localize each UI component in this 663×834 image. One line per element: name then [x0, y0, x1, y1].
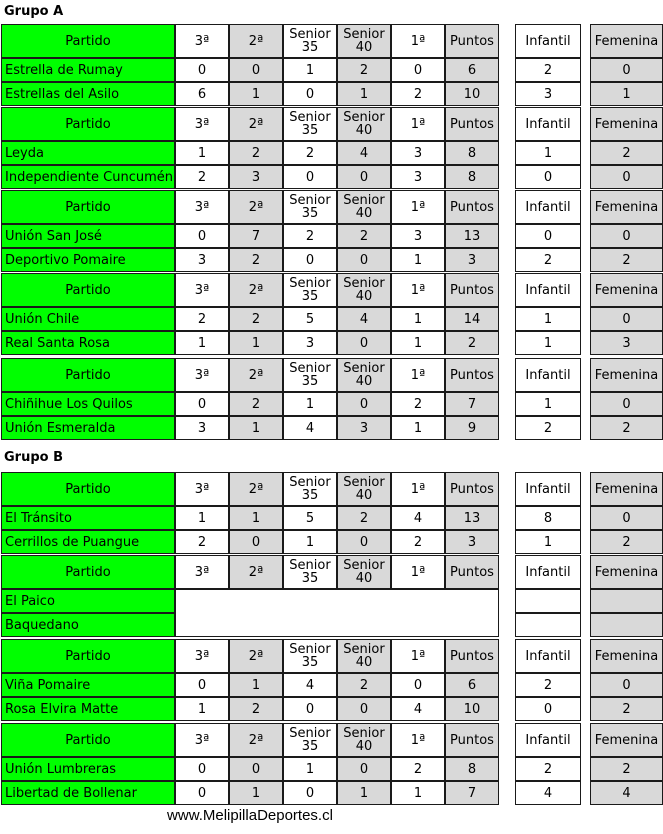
team-name: Unión Lumbreras: [1, 757, 175, 781]
header-tercera: 3ª: [175, 24, 229, 58]
team-name: Viña Pomaire: [1, 673, 175, 697]
header-primera: 1ª: [391, 358, 445, 392]
score-cell: 0: [337, 165, 391, 189]
score-cell: 2: [337, 58, 391, 82]
score-cell: 0: [175, 392, 229, 416]
header-infantil: Infantil: [515, 107, 581, 141]
score-cell: 2: [175, 165, 229, 189]
score-cell: 2: [337, 506, 391, 530]
infantil-cell: 2: [515, 58, 581, 82]
header-senior-40: Senior 40: [337, 555, 391, 589]
score-cell: 1: [391, 416, 445, 440]
score-cell: 3: [391, 224, 445, 248]
score-cell: 0: [337, 697, 391, 721]
score-cell: 2: [337, 224, 391, 248]
score-cell: 2: [283, 224, 337, 248]
score-cell: 1: [229, 331, 283, 355]
score-cell: 0: [391, 58, 445, 82]
score-cell: 8: [445, 165, 499, 189]
header-partido: Partido: [1, 358, 175, 392]
header-partido: Partido: [1, 190, 175, 224]
femenina-cell: 2: [590, 530, 663, 554]
header-senior-35: Senior 35: [283, 273, 337, 307]
header-femenina: Femenina: [590, 190, 663, 224]
femenina-cell: 0: [590, 58, 663, 82]
score-cell: 10: [445, 697, 499, 721]
femenina-cell: 2: [590, 416, 663, 440]
header-primera: 1ª: [391, 472, 445, 506]
femenina-cell: 3: [590, 331, 663, 355]
score-cell: 0: [175, 781, 229, 805]
header-senior-40: Senior 40: [337, 273, 391, 307]
femenina-cell: 4: [590, 781, 663, 805]
header-partido: Partido: [1, 472, 175, 506]
header-senior-40: Senior 40: [337, 358, 391, 392]
score-cell: 1: [283, 392, 337, 416]
infantil-cell: 0: [515, 697, 581, 721]
score-cell: 4: [391, 506, 445, 530]
femenina-cell: 2: [590, 248, 663, 272]
score-cell: 0: [283, 248, 337, 272]
score-cell: 7: [445, 781, 499, 805]
score-cell: 4: [391, 697, 445, 721]
score-cell: 2: [391, 392, 445, 416]
team-name: Unión Chile: [1, 307, 175, 331]
header-puntos: Puntos: [445, 639, 499, 673]
header-puntos: Puntos: [445, 555, 499, 589]
team-name: Unión San José: [1, 224, 175, 248]
header-partido: Partido: [1, 107, 175, 141]
femenina-cell: 2: [590, 141, 663, 165]
header-senior-40: Senior 40: [337, 472, 391, 506]
score-cell: 2: [229, 697, 283, 721]
score-cell: 7: [445, 392, 499, 416]
header-puntos: Puntos: [445, 472, 499, 506]
header-puntos: Puntos: [445, 723, 499, 757]
header-senior-40: Senior 40: [337, 723, 391, 757]
femenina-cell: 0: [590, 506, 663, 530]
header-femenina: Femenina: [590, 24, 663, 58]
score-cell: 4: [283, 416, 337, 440]
team-name: Estrella de Rumay: [1, 58, 175, 82]
score-cell: 0: [337, 248, 391, 272]
score-cell: 2: [391, 757, 445, 781]
header-partido: Partido: [1, 723, 175, 757]
score-cell: 0: [283, 165, 337, 189]
team-name: Estrellas del Asilo: [1, 82, 175, 106]
score-cell: 2: [445, 331, 499, 355]
score-cell: 0: [391, 673, 445, 697]
femenina-cell: [590, 589, 663, 613]
header-infantil: Infantil: [515, 555, 581, 589]
femenina-cell: 0: [590, 224, 663, 248]
infantil-cell: 8: [515, 506, 581, 530]
score-cell: 3: [391, 165, 445, 189]
score-cell: 1: [391, 331, 445, 355]
header-segunda: 2ª: [229, 107, 283, 141]
infantil-cell: 0: [515, 224, 581, 248]
header-tercera: 3ª: [175, 273, 229, 307]
header-tercera: 3ª: [175, 190, 229, 224]
score-cell: 4: [337, 141, 391, 165]
score-cell: 2: [229, 392, 283, 416]
header-senior-40: Senior 40: [337, 24, 391, 58]
score-cell: 1: [229, 781, 283, 805]
score-cell: 1: [337, 781, 391, 805]
score-cell: 1: [229, 416, 283, 440]
femenina-cell: 0: [590, 165, 663, 189]
femenina-cell: 0: [590, 392, 663, 416]
header-segunda: 2ª: [229, 472, 283, 506]
header-femenina: Femenina: [590, 358, 663, 392]
team-name: Independiente Cuncumén: [1, 165, 175, 189]
team-name: Unión Esmeralda: [1, 416, 175, 440]
score-cell: 3: [445, 248, 499, 272]
team-name: El Tránsito: [1, 506, 175, 530]
score-cell: 8: [445, 141, 499, 165]
group-title: Grupo B: [4, 450, 64, 465]
footer-website[interactable]: www.MelipillaDeportes.cl: [167, 807, 333, 824]
femenina-cell: 1: [590, 82, 663, 106]
infantil-cell: 0: [515, 165, 581, 189]
infantil-cell: 1: [515, 307, 581, 331]
score-cell: 6: [445, 673, 499, 697]
infantil-cell: 4: [515, 781, 581, 805]
score-cell: 2: [337, 673, 391, 697]
score-cell: 1: [175, 331, 229, 355]
header-infantil: Infantil: [515, 190, 581, 224]
header-infantil: Infantil: [515, 358, 581, 392]
header-infantil: Infantil: [515, 273, 581, 307]
team-name: Chiñihue Los Quilos: [1, 392, 175, 416]
header-segunda: 2ª: [229, 358, 283, 392]
header-tercera: 3ª: [175, 555, 229, 589]
header-partido: Partido: [1, 555, 175, 589]
score-cell: 3: [391, 141, 445, 165]
header-segunda: 2ª: [229, 555, 283, 589]
infantil-cell: 2: [515, 757, 581, 781]
score-cell: 5: [283, 506, 337, 530]
score-cell: 3: [229, 165, 283, 189]
score-cell: 2: [229, 141, 283, 165]
score-cell: 8: [445, 757, 499, 781]
score-cell: 0: [229, 58, 283, 82]
header-senior-40: Senior 40: [337, 107, 391, 141]
infantil-cell: 1: [515, 331, 581, 355]
femenina-cell: 0: [590, 673, 663, 697]
header-tercera: 3ª: [175, 472, 229, 506]
score-cell: 0: [229, 530, 283, 554]
header-tercera: 3ª: [175, 107, 229, 141]
team-name: Rosa Elvira Matte: [1, 697, 175, 721]
score-cell: 2: [229, 307, 283, 331]
score-cell: 1: [229, 82, 283, 106]
header-puntos: Puntos: [445, 190, 499, 224]
header-partido: Partido: [1, 273, 175, 307]
header-primera: 1ª: [391, 190, 445, 224]
score-cell: 4: [283, 673, 337, 697]
header-puntos: Puntos: [445, 107, 499, 141]
team-name: Real Santa Rosa: [1, 331, 175, 355]
header-femenina: Femenina: [590, 555, 663, 589]
header-segunda: 2ª: [229, 723, 283, 757]
score-cell: 2: [391, 82, 445, 106]
header-senior-35: Senior 35: [283, 190, 337, 224]
header-infantil: Infantil: [515, 639, 581, 673]
header-primera: 1ª: [391, 555, 445, 589]
header-senior-40: Senior 40: [337, 639, 391, 673]
score-cell: 3: [445, 530, 499, 554]
score-cell: 9: [445, 416, 499, 440]
score-cell: 1: [391, 781, 445, 805]
header-senior-35: Senior 35: [283, 723, 337, 757]
score-cell: 3: [337, 416, 391, 440]
team-name: Baquedano: [1, 613, 175, 637]
header-senior-35: Senior 35: [283, 555, 337, 589]
femenina-cell: 2: [590, 697, 663, 721]
header-infantil: Infantil: [515, 723, 581, 757]
score-cell: 4: [337, 307, 391, 331]
score-cell: 0: [283, 781, 337, 805]
team-name: El Paico: [1, 589, 175, 613]
score-cell: 1: [283, 58, 337, 82]
score-cell: 3: [283, 331, 337, 355]
team-name: Deportivo Pomaire: [1, 248, 175, 272]
header-segunda: 2ª: [229, 24, 283, 58]
header-femenina: Femenina: [590, 273, 663, 307]
header-femenina: Femenina: [590, 723, 663, 757]
score-cell: 3: [175, 248, 229, 272]
team-name: Cerrillos de Puangue: [1, 530, 175, 554]
header-primera: 1ª: [391, 24, 445, 58]
header-senior-35: Senior 35: [283, 107, 337, 141]
score-cell: 0: [283, 82, 337, 106]
header-primera: 1ª: [391, 723, 445, 757]
header-senior-35: Senior 35: [283, 358, 337, 392]
header-infantil: Infantil: [515, 472, 581, 506]
header-senior-35: Senior 35: [283, 24, 337, 58]
score-cell: 1: [391, 307, 445, 331]
score-cell: 1: [283, 757, 337, 781]
header-senior-40: Senior 40: [337, 190, 391, 224]
empty-score-area: [175, 589, 499, 637]
score-cell: 1: [229, 673, 283, 697]
header-segunda: 2ª: [229, 273, 283, 307]
header-senior-35: Senior 35: [283, 639, 337, 673]
header-tercera: 3ª: [175, 723, 229, 757]
score-cell: 0: [337, 757, 391, 781]
header-segunda: 2ª: [229, 190, 283, 224]
infantil-cell: 2: [515, 248, 581, 272]
header-tercera: 3ª: [175, 358, 229, 392]
score-cell: 0: [175, 673, 229, 697]
score-cell: 13: [445, 224, 499, 248]
femenina-cell: 0: [590, 307, 663, 331]
header-primera: 1ª: [391, 107, 445, 141]
score-cell: 10: [445, 82, 499, 106]
score-cell: 2: [391, 530, 445, 554]
score-cell: 7: [229, 224, 283, 248]
femenina-cell: 2: [590, 757, 663, 781]
header-femenina: Femenina: [590, 472, 663, 506]
infantil-cell: 2: [515, 673, 581, 697]
score-cell: 6: [175, 82, 229, 106]
score-cell: 1: [175, 697, 229, 721]
score-cell: 6: [445, 58, 499, 82]
header-puntos: Puntos: [445, 358, 499, 392]
score-cell: 1: [229, 506, 283, 530]
team-name: Leyda: [1, 141, 175, 165]
score-cell: 2: [175, 530, 229, 554]
team-name: Libertad de Bollenar: [1, 781, 175, 805]
infantil-cell: 3: [515, 82, 581, 106]
score-cell: 1: [283, 530, 337, 554]
header-femenina: Femenina: [590, 639, 663, 673]
infantil-cell: 1: [515, 141, 581, 165]
header-segunda: 2ª: [229, 639, 283, 673]
header-primera: 1ª: [391, 639, 445, 673]
header-partido: Partido: [1, 24, 175, 58]
score-cell: 1: [175, 141, 229, 165]
header-tercera: 3ª: [175, 639, 229, 673]
score-cell: 0: [175, 224, 229, 248]
infantil-cell: 1: [515, 392, 581, 416]
header-puntos: Puntos: [445, 24, 499, 58]
score-cell: 0: [175, 757, 229, 781]
infantil-cell: 2: [515, 416, 581, 440]
score-cell: 1: [391, 248, 445, 272]
score-cell: 2: [229, 248, 283, 272]
infantil-cell: [515, 589, 581, 613]
score-cell: 0: [337, 392, 391, 416]
score-cell: 3: [175, 416, 229, 440]
score-cell: 14: [445, 307, 499, 331]
header-femenina: Femenina: [590, 107, 663, 141]
header-partido: Partido: [1, 639, 175, 673]
header-puntos: Puntos: [445, 273, 499, 307]
score-cell: 2: [175, 307, 229, 331]
score-cell: 13: [445, 506, 499, 530]
score-cell: 0: [337, 530, 391, 554]
score-cell: 5: [283, 307, 337, 331]
group-title: Grupo A: [4, 4, 64, 19]
score-cell: 0: [337, 331, 391, 355]
infantil-cell: [515, 613, 581, 637]
score-cell: 0: [175, 58, 229, 82]
femenina-cell: [590, 613, 663, 637]
score-cell: 0: [229, 757, 283, 781]
header-senior-35: Senior 35: [283, 472, 337, 506]
header-primera: 1ª: [391, 273, 445, 307]
header-infantil: Infantil: [515, 24, 581, 58]
infantil-cell: 1: [515, 530, 581, 554]
score-cell: 2: [283, 141, 337, 165]
score-cell: 1: [337, 82, 391, 106]
score-cell: 0: [283, 697, 337, 721]
score-cell: 1: [175, 506, 229, 530]
